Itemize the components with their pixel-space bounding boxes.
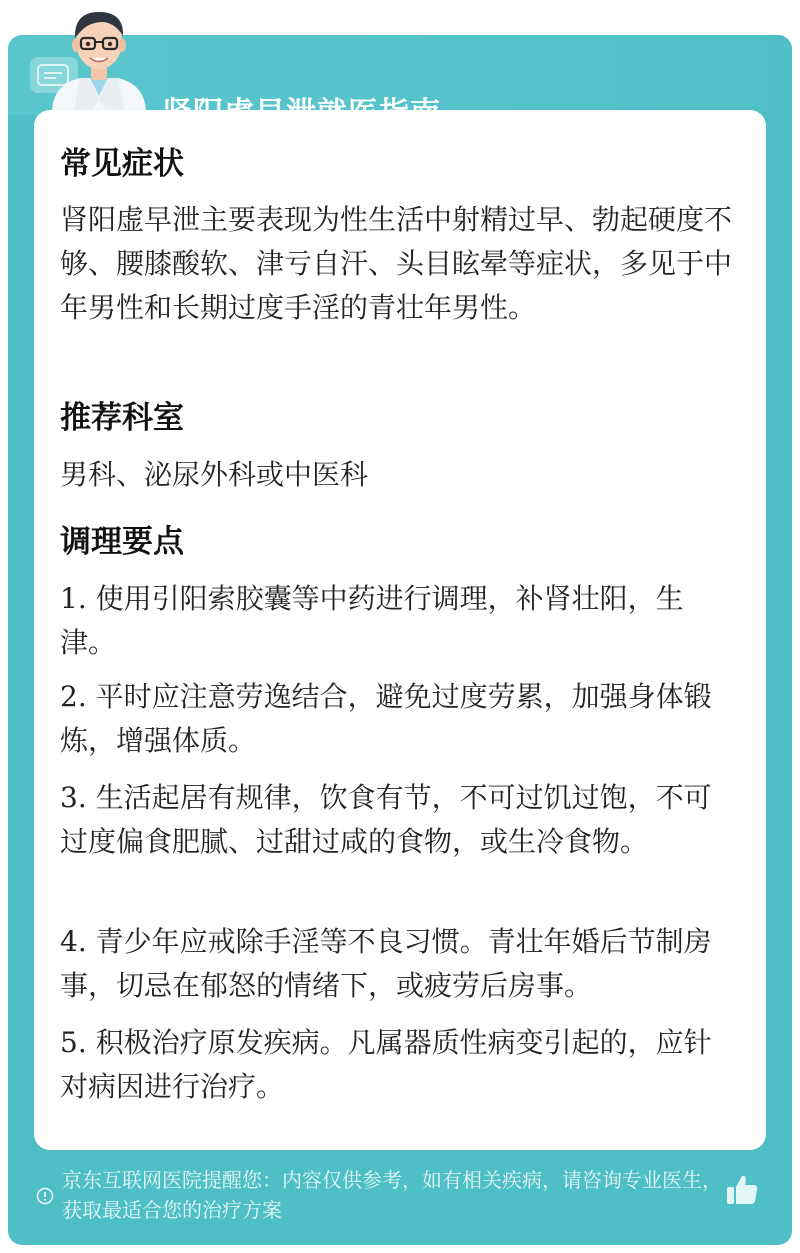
symptoms-title: 常见症状	[60, 146, 184, 182]
care-item-3	[60, 776, 732, 864]
care-item-number: 5.	[60, 1026, 87, 1059]
care-item-number: 3.	[60, 781, 87, 814]
care-item-text: 平时应注意劳逸结合，避免过度劳累，加强身体锻炼，增强体质。	[60, 680, 712, 757]
care-item-number: 2.	[60, 680, 87, 713]
care-item-2	[60, 675, 732, 763]
care-item-4	[60, 920, 732, 1008]
content-card	[34, 110, 766, 1150]
doctor-avatar-icon	[44, 0, 154, 110]
department-title: 推荐科室	[60, 400, 184, 436]
info-circle-icon	[36, 1187, 54, 1205]
department-text: 男科、泌尿外科或中医科	[60, 458, 369, 491]
care-item-text: 使用引阳索胶囊等中药进行调理，补肾壮阳，生津。	[60, 582, 684, 659]
care-item-5	[60, 1021, 732, 1109]
care-item-text: 生活起居有规律，饮食有节，不可过饥过饱，不可过度偏食肥腻、过甜过咸的食物，或生冷食物。	[60, 781, 712, 858]
care-item-text: 积极治疗原发疾病。凡属器质性病变引起的，应针对病因进行治疗。	[60, 1026, 712, 1103]
care-item-number: 4.	[60, 925, 87, 958]
thumbs-up-icon[interactable]	[724, 1172, 760, 1208]
care-item-1	[60, 577, 732, 665]
care-title: 调理要点	[60, 524, 184, 560]
footer-notice-text: 京东互联网医院提醒您：内容仅供参考，如有相关疾病，请咨询专业医生，获取最适合您的治疗方案	[62, 1168, 722, 1222]
symptoms-text: 肾阳虚早泄主要表现为性生活中射精过早、勃起硬度不够、腰膝酸软、津亏自汗、头目眩晕等症状，多见于中年男性和长期过度手淫的青壮年男性。	[60, 203, 733, 324]
care-item-text: 青少年应戒除手淫等不良习惯。青壮年婚后节制房事，切忌在郁怒的情绪下，或疲劳后房事。	[60, 925, 712, 1002]
care-item-number: 1.	[60, 582, 87, 615]
